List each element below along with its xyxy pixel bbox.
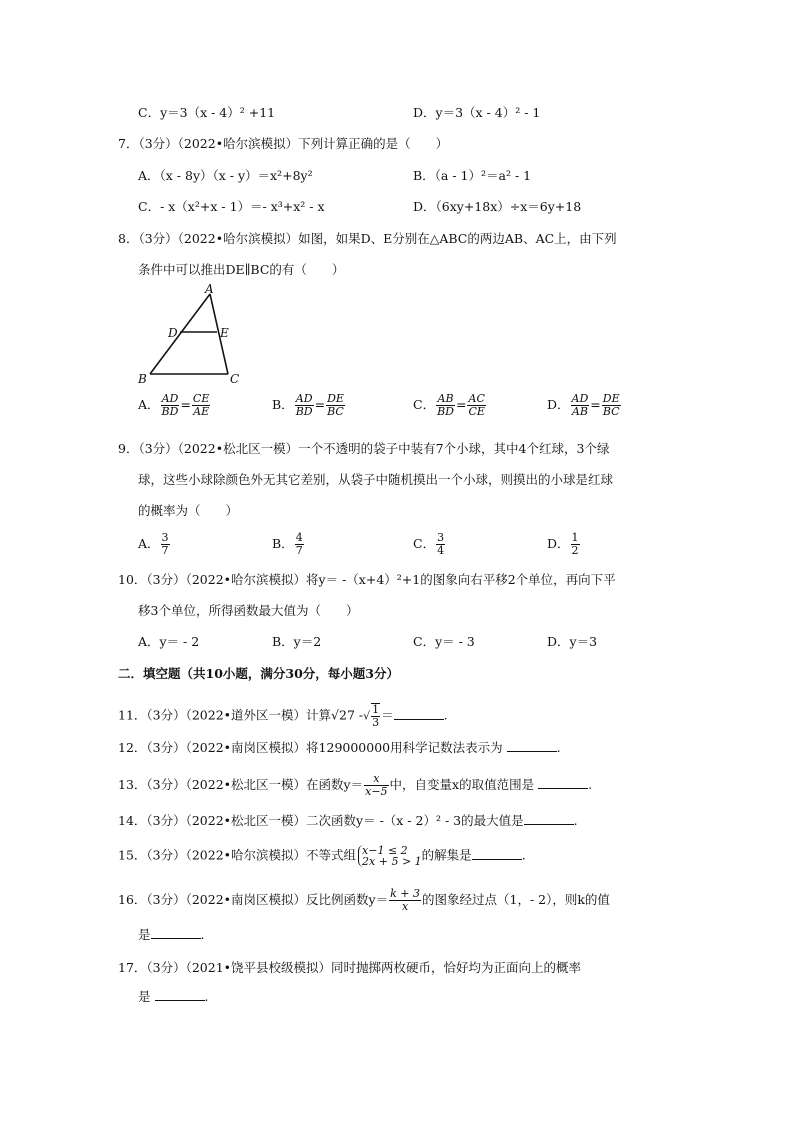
q16-line2: 是 . bbox=[138, 927, 205, 942]
q7-stem: 7．（3分）（2022•哈尔滨模拟）下列计算正确的是（ ） bbox=[118, 136, 449, 151]
q8-stem-line1: 8．（3分）（2022•哈尔滨模拟）如图，如果D、E分别在△ABC的两边AB、AC上，由下列 bbox=[118, 231, 617, 246]
q9-stem-line3: 的概率为（ ） bbox=[138, 503, 239, 518]
q9-option-d: D． $\frac{1}{2}$ bbox=[547, 531, 579, 557]
q12-answer-blank bbox=[507, 738, 557, 752]
label-c: C bbox=[230, 372, 240, 386]
q13: 13．（3分）（2022•松北区一模）在函数y＝ $\frac{x}{x-5}$ 中，自变量x的取值范围是 . bbox=[118, 772, 593, 798]
q8-option-b: B． $\frac{AD}{BD}$ = $\frac{DE}{BC}$ bbox=[272, 392, 344, 418]
q16-line1: 16．（3分）（2022•南岗区模拟）反比例函数y＝ $\frac{k + 3}{x}$ 的图象经过点（1，- 2），则k的值 bbox=[118, 887, 610, 913]
q9-stem-line2: 球，这些小球除颜色外无其它差别，从袋子中随机摸出一个小球，则摸出的小球是红球 bbox=[138, 472, 614, 487]
q13-answer-blank bbox=[538, 775, 588, 789]
q14: 14．（3分）（2022•松北区一模）二次函数y＝ -（x - 2）² - 3的最大值是 . bbox=[118, 813, 578, 828]
q17-line1: 17．（3分）（2021•饶平县校级模拟）同时抛掷两枚硬币，恰好均为正面向上的概率 bbox=[118, 960, 582, 975]
q9-option-b: B． $\frac{4}{7}$ bbox=[272, 531, 303, 557]
q9-option-c: C． $\frac{3}{4}$ bbox=[413, 531, 445, 557]
label-e: E bbox=[220, 326, 229, 340]
q10-option-d: D．y＝3 bbox=[547, 634, 598, 649]
q15-answer-blank bbox=[472, 846, 522, 860]
q12: 12．（3分）（2022•南岗区模拟）将129000000用科学记数法表示为 . bbox=[118, 740, 561, 755]
q6-option-c: C．y＝3（x - 4）² +11 bbox=[138, 105, 276, 120]
q7-option-c: C．- x（x²+x - 1）＝- x³+x² - x bbox=[138, 199, 325, 214]
q16-answer-blank bbox=[151, 925, 201, 939]
q6-option-d: D．y＝3（x - 4）² - 1 bbox=[413, 105, 541, 120]
q10-option-b: B．y＝2 bbox=[272, 634, 322, 649]
q8-option-a: A． $\frac{AD}{BD}$ = $\frac{CE}{AE}$ bbox=[138, 392, 210, 418]
q7-option-a: A．（x - 8y）（x - y）＝x²+8y² bbox=[138, 168, 313, 183]
q11: 11．（3分）（2022•道外区一模）计算√27 -√ $\frac{1}{3}$ ＝ . bbox=[118, 703, 448, 729]
q7-option-d: D．（6xy+18x）÷x＝6y+18 bbox=[413, 199, 582, 214]
q17-line2: 是 . bbox=[138, 989, 209, 1004]
label-b: B bbox=[138, 372, 147, 386]
q8-option-c: C． $\frac{AB}{BD}$ = $\frac{AC}{CE}$ bbox=[413, 392, 485, 418]
q11-answer-blank bbox=[394, 706, 444, 720]
q7-option-b: B．（a - 1）²＝a² - 1 bbox=[413, 168, 532, 183]
section-heading: 二．填空题（共10小题，满分30分，每小题3分） bbox=[118, 666, 399, 681]
q10-stem-line1: 10．（3分）（2022•哈尔滨模拟）将y＝ -（x+4）²+1的图象向右平移2个单位，再向下平 bbox=[118, 572, 616, 587]
q10-option-c: C．y＝ - 3 bbox=[413, 634, 475, 649]
q8-option-d: D． $\frac{AD}{AB}$ = $\frac{DE}{BC}$ bbox=[547, 392, 620, 418]
q15: 15．（3分）（2022•哈尔滨模拟）不等式组 x−1 ≤ 2 2x + 5 > 1 的解集是 . bbox=[118, 844, 526, 868]
label-a: A bbox=[205, 282, 214, 296]
q14-answer-blank bbox=[524, 811, 574, 825]
triangle-figure bbox=[130, 282, 250, 392]
q10-stem-line2: 移3个单位，所得函数最大值为（ ） bbox=[138, 603, 359, 618]
q9-option-a: A． $\frac{3}{7}$ bbox=[138, 531, 169, 557]
q17-answer-blank bbox=[155, 987, 205, 1001]
q8-stem-line2: 条件中可以推出DE∥BC的有（ ） bbox=[138, 262, 345, 277]
q10-option-a: A．y＝ - 2 bbox=[138, 634, 200, 649]
q9-stem-line1: 9．（3分）（2022•松北区一模）一个不透明的袋子中装有7个小球，其中4个红球，3个绿 bbox=[118, 441, 610, 456]
label-d: D bbox=[168, 326, 178, 340]
